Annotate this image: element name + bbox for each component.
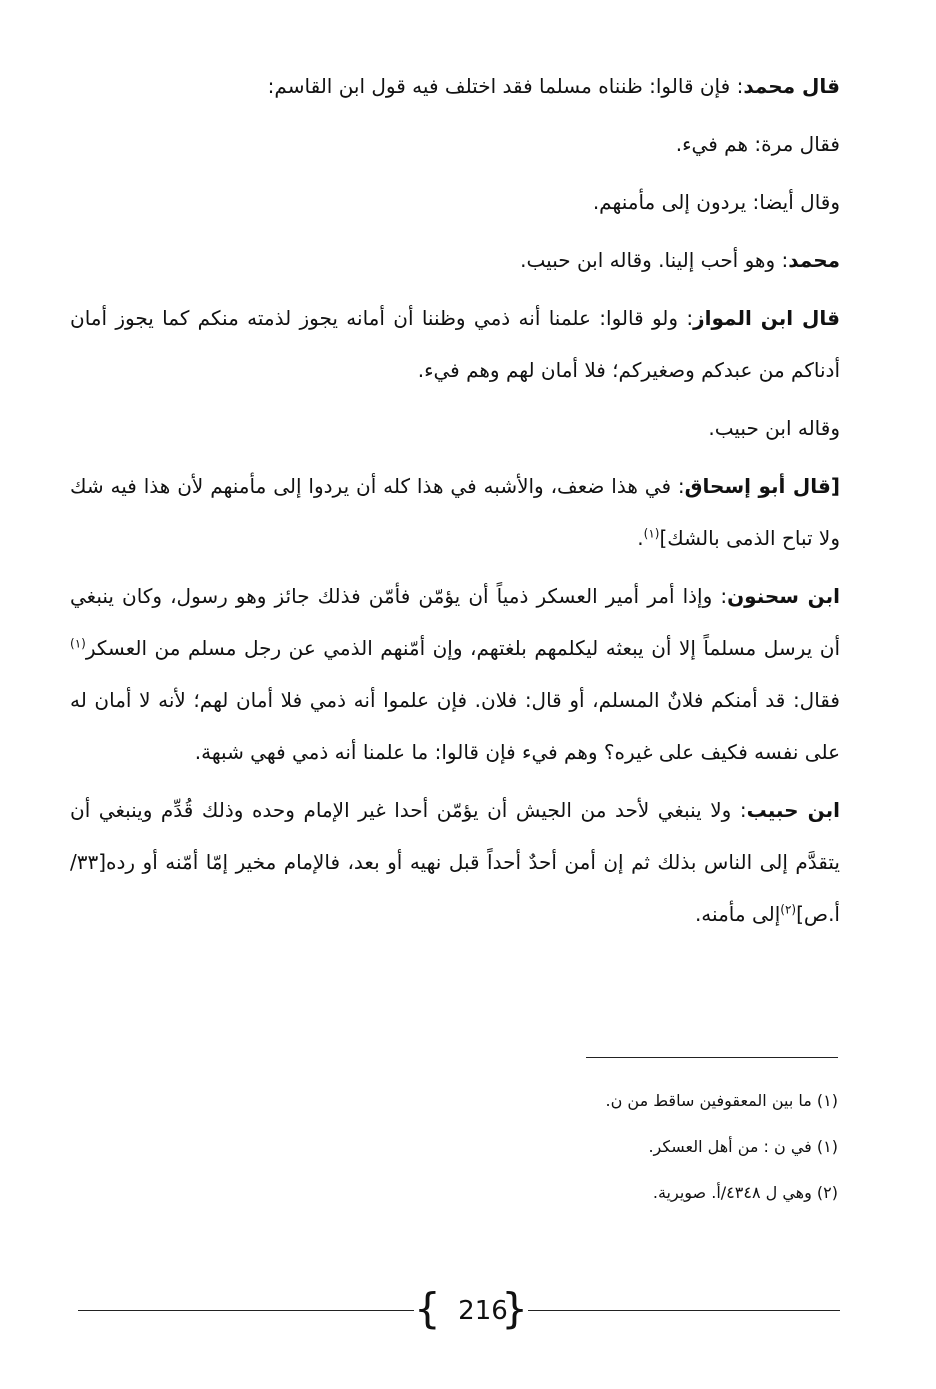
paragraph-6	[70, 402, 840, 454]
paragraph-speaker: قال محمد	[743, 74, 840, 98]
paragraph-3	[70, 176, 840, 228]
footnote-divider	[586, 1057, 838, 1058]
paragraph-1	[70, 60, 840, 112]
paragraph-text: : في هذا ضعف، والأشبه في هذا كله أن يردوا إلى مأمنهم لأن هذا فيه شك ولا تباح الذمى بالشك]	[70, 474, 840, 550]
paragraph-text: : وإذا أمر أمير العسكر ذمياً أن يؤمّن فأمّن فذلك جائز وهو رسول، وكان ينبغي أن يرسل مسلماً إلا أن يبعثه ليكلمهم بلغتهم، وإن أمّنهم الذمي عن رجل مسلم من العسكر	[70, 584, 840, 660]
footnote-marker: (٢)	[780, 902, 797, 917]
paragraph-2	[70, 118, 840, 170]
paragraph-speaker: قال ابن المواز	[693, 306, 840, 330]
footnote-3: (٢) وهي ل ٤٣٤٨/أ. صويرية.	[652, 1183, 838, 1202]
paragraph-speaker: محمد	[788, 248, 840, 272]
paragraph-7	[70, 460, 840, 564]
footer-rule-left	[78, 1310, 414, 1311]
paragraph-9	[70, 784, 840, 940]
footnotes	[238, 1078, 838, 1216]
brace-left-icon: {	[414, 1284, 441, 1333]
paragraph-text-after: فقال: قد أمنكم فلانٌ المسلم، أو قال: فلان. فإن علموا أنه ذمي فلا أمان لهم؛ لأنه لا أمان له على نفسه فكيف على غيره؟ وهم فيء فإن قالوا: ما علمنا أنه ذمي فهي شبهة.	[70, 688, 840, 764]
page-footer	[78, 1283, 840, 1339]
paragraph-speaker: ابن حبيب	[746, 798, 840, 822]
brace-right-icon: }	[501, 1284, 528, 1333]
paragraph-text: : فإن قالوا: ظنناه مسلما فقد اختلف فيه قول ابن القاسم:	[267, 74, 744, 98]
paragraph-text: وقاله ابن حبيب.	[708, 416, 840, 440]
page-number: 216	[458, 1296, 508, 1326]
paragraph-speaker: [قال أبو إسحاق	[684, 474, 840, 498]
paragraph-text-after: إلى مأمنه.	[694, 902, 781, 926]
paragraph-text: : ولو قالوا: علمنا أنه ذمي وظننا أن أمانه يجوز لذمته منكم كما يجوز أمان أدناكم من عبدكم وصغيركم؛ فلا أمان لهم وهم فيء.	[70, 306, 840, 382]
paragraph-text: : ولا ينبغي لأحد من الجيش أن يؤمّن أحدا غير الإمام وحده وذلك قُدِّم وينبغي أن يتقدَّم إلى الناس بذلك ثم إن أمن أحدٌ أحداً قبل نهيه أو بعد، فالإمام مخير إمّا أمّنه أو رده[٣٣/أ.ص]	[70, 798, 840, 926]
paragraph-8	[70, 570, 840, 778]
footnote-marker: (١)	[70, 636, 86, 651]
paragraph-text-after: .	[637, 526, 644, 550]
paragraph-text: وقال أيضا: يردون إلى مأمنهم.	[592, 190, 840, 214]
footnote-1: (١) ما بين المعقوفين ساقط من ن.	[605, 1091, 838, 1110]
paragraph-4	[70, 234, 840, 286]
footnote-marker: (١)	[643, 526, 660, 541]
footnote-2: (١) في ن : من أهل العسكر.	[648, 1137, 838, 1156]
paragraph-5	[70, 292, 840, 396]
paragraph-text: فقال مرة: هم فيء.	[675, 132, 840, 156]
footer-rule-right	[528, 1310, 840, 1311]
paragraph-text: : وهو أحب إلينا. وقاله ابن حبيب.	[520, 248, 789, 272]
paragraph-speaker: ابن سحنون	[727, 584, 840, 608]
main-text	[70, 60, 840, 946]
